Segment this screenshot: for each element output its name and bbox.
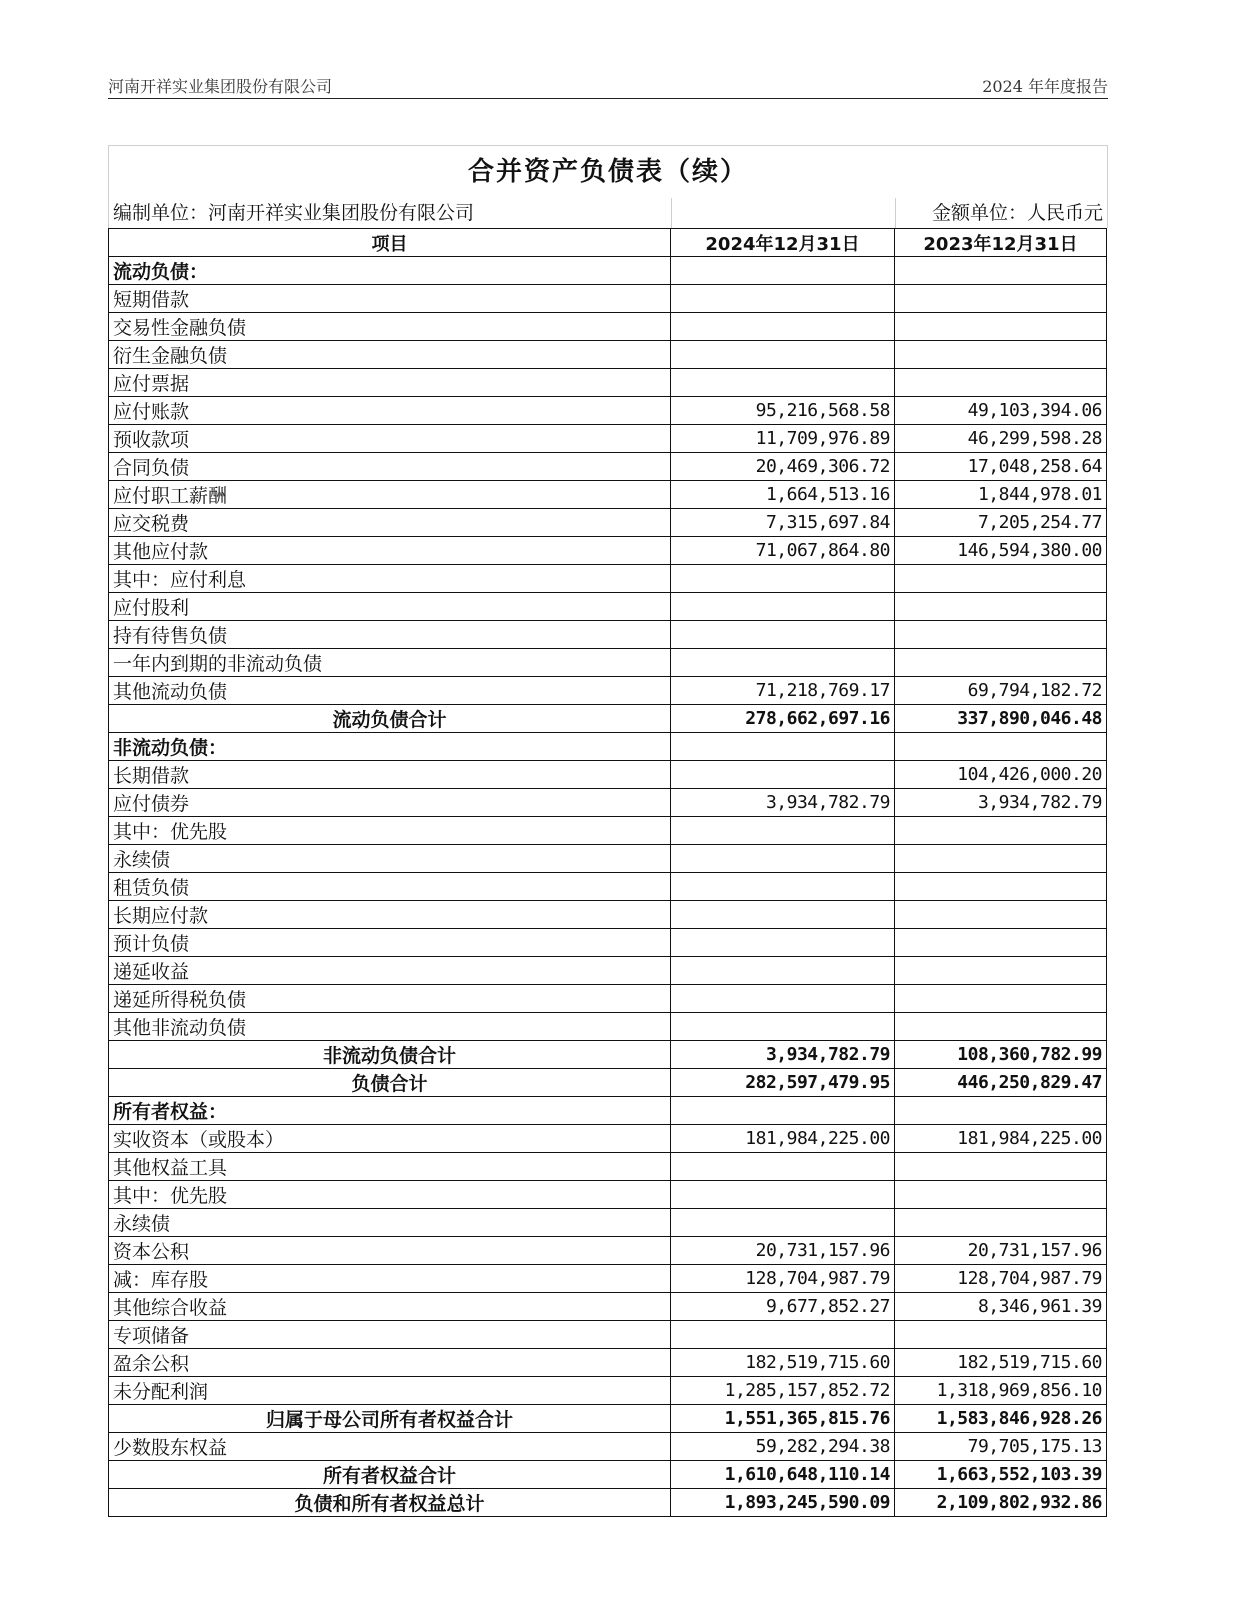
table-row bbox=[109, 1321, 1107, 1349]
value-2024: 59,282,294.38 bbox=[671, 1433, 895, 1461]
value-2024: 11,709,976.89 bbox=[671, 425, 895, 453]
value-2024 bbox=[671, 957, 895, 985]
value-2023: 20,731,157.96 bbox=[895, 1237, 1107, 1265]
value-2024 bbox=[671, 565, 895, 593]
value-2023: 17,048,258.64 bbox=[895, 453, 1107, 481]
section-row bbox=[109, 257, 1107, 285]
value-2023 bbox=[895, 593, 1107, 621]
table-row bbox=[109, 509, 1107, 537]
value-2024 bbox=[671, 257, 895, 285]
value-2023 bbox=[895, 565, 1107, 593]
table-row bbox=[109, 985, 1107, 1013]
table-row bbox=[109, 1433, 1107, 1461]
section-row bbox=[109, 733, 1107, 761]
value-2024 bbox=[671, 733, 895, 761]
table-row bbox=[109, 789, 1107, 817]
value-2023 bbox=[895, 341, 1107, 369]
row-label: 流动负债： bbox=[109, 257, 671, 285]
table-row bbox=[109, 593, 1107, 621]
subtotal-row bbox=[109, 1041, 1107, 1069]
value-2023 bbox=[895, 985, 1107, 1013]
table-row bbox=[109, 1181, 1107, 1209]
value-2023: 7,205,254.77 bbox=[895, 509, 1107, 537]
row-label: 未分配利润 bbox=[109, 1377, 671, 1405]
value-2024 bbox=[671, 873, 895, 901]
value-2023: 128,704,987.79 bbox=[895, 1265, 1107, 1293]
column-header-2023: 2023年12月31日 bbox=[895, 229, 1107, 257]
row-label: 短期借款 bbox=[109, 285, 671, 313]
value-2023: 182,519,715.60 bbox=[895, 1349, 1107, 1377]
value-2023: 1,318,969,856.10 bbox=[895, 1377, 1107, 1405]
table-row bbox=[109, 453, 1107, 481]
value-2024 bbox=[671, 369, 895, 397]
value-2024: 7,315,697.84 bbox=[671, 509, 895, 537]
value-2024: 3,934,782.79 bbox=[671, 1041, 895, 1069]
value-2023: 69,794,182.72 bbox=[895, 677, 1107, 705]
table-row bbox=[109, 1013, 1107, 1041]
table-row bbox=[109, 621, 1107, 649]
table-header-row bbox=[109, 229, 1107, 257]
row-label: 负债和所有者权益总计 bbox=[109, 1489, 671, 1517]
value-2024: 71,218,769.17 bbox=[671, 677, 895, 705]
row-label: 所有者权益： bbox=[109, 1097, 671, 1125]
row-label: 一年内到期的非流动负债 bbox=[109, 649, 671, 677]
table-body bbox=[109, 257, 1107, 1517]
value-2024 bbox=[671, 285, 895, 313]
table-row bbox=[109, 1237, 1107, 1265]
value-2023 bbox=[895, 817, 1107, 845]
company-name: 河南开祥实业集团股份有限公司 bbox=[108, 77, 333, 96]
row-label: 长期应付款 bbox=[109, 901, 671, 929]
table-row bbox=[109, 901, 1107, 929]
value-2024: 3,934,782.79 bbox=[671, 789, 895, 817]
report-name: 2024 年年度报告 bbox=[982, 77, 1108, 96]
value-2024: 71,067,864.80 bbox=[671, 537, 895, 565]
table-row bbox=[109, 845, 1107, 873]
value-2024 bbox=[671, 985, 895, 1013]
table-row bbox=[109, 313, 1107, 341]
value-2024 bbox=[671, 649, 895, 677]
column-header-item: 项目 bbox=[109, 229, 671, 257]
table-row bbox=[109, 817, 1107, 845]
value-2024: 1,551,365,815.76 bbox=[671, 1405, 895, 1433]
table-row bbox=[109, 285, 1107, 313]
row-label: 递延所得税负债 bbox=[109, 985, 671, 1013]
row-label: 其他应付款 bbox=[109, 537, 671, 565]
row-label: 应付股利 bbox=[109, 593, 671, 621]
row-label: 持有待售负债 bbox=[109, 621, 671, 649]
row-label: 交易性金融负债 bbox=[109, 313, 671, 341]
row-label: 衍生金融负债 bbox=[109, 341, 671, 369]
value-2024: 1,893,245,590.09 bbox=[671, 1489, 895, 1517]
value-2023 bbox=[895, 957, 1107, 985]
value-2024: 95,216,568.58 bbox=[671, 397, 895, 425]
table-row bbox=[109, 1349, 1107, 1377]
subtotal-row bbox=[109, 705, 1107, 733]
value-2024: 1,610,648,110.14 bbox=[671, 1461, 895, 1489]
value-2023: 1,663,552,103.39 bbox=[895, 1461, 1107, 1489]
row-label: 专项储备 bbox=[109, 1321, 671, 1349]
value-2023: 3,934,782.79 bbox=[895, 789, 1107, 817]
value-2024 bbox=[671, 1181, 895, 1209]
table-row bbox=[109, 677, 1107, 705]
section-row bbox=[109, 1097, 1107, 1125]
row-label: 归属于母公司所有者权益合计 bbox=[109, 1405, 671, 1433]
value-2023: 146,594,380.00 bbox=[895, 537, 1107, 565]
table-row bbox=[109, 341, 1107, 369]
value-2023: 446,250,829.47 bbox=[895, 1069, 1107, 1097]
column-header-2024: 2024年12月31日 bbox=[671, 229, 895, 257]
liabilities-equity-table bbox=[108, 228, 1107, 1517]
table-row bbox=[109, 425, 1107, 453]
value-2024 bbox=[671, 1013, 895, 1041]
value-2023 bbox=[895, 1181, 1107, 1209]
table-row bbox=[109, 1209, 1107, 1237]
row-label: 其中：应付利息 bbox=[109, 565, 671, 593]
value-2024: 282,597,479.95 bbox=[671, 1069, 895, 1097]
currency-unit: 金额单位：人民币元 bbox=[931, 202, 1103, 224]
value-2024: 20,469,306.72 bbox=[671, 453, 895, 481]
value-2024: 1,285,157,852.72 bbox=[671, 1377, 895, 1405]
value-2023: 1,583,846,928.26 bbox=[895, 1405, 1107, 1433]
row-label: 租赁负债 bbox=[109, 873, 671, 901]
row-label: 其他综合收益 bbox=[109, 1293, 671, 1321]
value-2023: 108,360,782.99 bbox=[895, 1041, 1107, 1069]
value-2023: 79,705,175.13 bbox=[895, 1433, 1107, 1461]
value-2023 bbox=[895, 621, 1107, 649]
row-label: 应交税费 bbox=[109, 509, 671, 537]
value-2024 bbox=[671, 621, 895, 649]
row-label: 其中：优先股 bbox=[109, 1181, 671, 1209]
value-2023: 104,426,000.20 bbox=[895, 761, 1107, 789]
value-2024 bbox=[671, 341, 895, 369]
value-2024 bbox=[671, 1097, 895, 1125]
value-2023 bbox=[895, 845, 1107, 873]
value-2024 bbox=[671, 901, 895, 929]
value-2024: 181,984,225.00 bbox=[671, 1125, 895, 1153]
value-2023: 2,109,802,932.86 bbox=[895, 1489, 1107, 1517]
value-2023 bbox=[895, 929, 1107, 957]
row-label: 其他非流动负债 bbox=[109, 1013, 671, 1041]
value-2024 bbox=[671, 761, 895, 789]
value-2024: 182,519,715.60 bbox=[671, 1349, 895, 1377]
page-header bbox=[108, 72, 1108, 99]
row-label: 预计负债 bbox=[109, 929, 671, 957]
value-2024 bbox=[671, 1321, 895, 1349]
value-2023 bbox=[895, 1153, 1107, 1181]
value-2023 bbox=[895, 369, 1107, 397]
subtotal-row bbox=[109, 1405, 1107, 1433]
value-2023 bbox=[895, 649, 1107, 677]
preparing-unit: 编制单位：河南开祥实业集团股份有限公司 bbox=[113, 202, 475, 224]
value-2024 bbox=[671, 929, 895, 957]
value-2023 bbox=[895, 1321, 1107, 1349]
row-label: 非流动负债合计 bbox=[109, 1041, 671, 1069]
row-label: 应付票据 bbox=[109, 369, 671, 397]
value-2023 bbox=[895, 257, 1107, 285]
value-2024 bbox=[671, 593, 895, 621]
row-label: 减：库存股 bbox=[109, 1265, 671, 1293]
value-2023: 1,844,978.01 bbox=[895, 481, 1107, 509]
row-label: 非流动负债： bbox=[109, 733, 671, 761]
value-2023 bbox=[895, 313, 1107, 341]
value-2023 bbox=[895, 285, 1107, 313]
value-2024 bbox=[671, 313, 895, 341]
value-2023 bbox=[895, 1013, 1107, 1041]
sheet-title: 合并资产负债表（续） bbox=[108, 145, 1108, 198]
value-2024: 1,664,513.16 bbox=[671, 481, 895, 509]
row-label: 永续债 bbox=[109, 845, 671, 873]
row-label: 少数股东权益 bbox=[109, 1433, 671, 1461]
row-label: 递延收益 bbox=[109, 957, 671, 985]
table-row bbox=[109, 761, 1107, 789]
meta-divider bbox=[671, 198, 672, 228]
row-label: 应付账款 bbox=[109, 397, 671, 425]
row-label: 资本公积 bbox=[109, 1237, 671, 1265]
table-row bbox=[109, 1125, 1107, 1153]
value-2024: 128,704,987.79 bbox=[671, 1265, 895, 1293]
value-2023: 337,890,046.48 bbox=[895, 705, 1107, 733]
value-2023: 181,984,225.00 bbox=[895, 1125, 1107, 1153]
value-2024: 278,662,697.16 bbox=[671, 705, 895, 733]
value-2023: 8,346,961.39 bbox=[895, 1293, 1107, 1321]
row-label: 其他流动负债 bbox=[109, 677, 671, 705]
value-2023: 46,299,598.28 bbox=[895, 425, 1107, 453]
row-label: 合同负债 bbox=[109, 453, 671, 481]
value-2024 bbox=[671, 1209, 895, 1237]
table-row bbox=[109, 1153, 1107, 1181]
value-2024 bbox=[671, 1153, 895, 1181]
balance-sheet bbox=[108, 145, 1108, 1517]
row-label: 所有者权益合计 bbox=[109, 1461, 671, 1489]
value-2024: 9,677,852.27 bbox=[671, 1293, 895, 1321]
row-label: 长期借款 bbox=[109, 761, 671, 789]
sheet-meta-row bbox=[108, 198, 1108, 228]
row-label: 永续债 bbox=[109, 1209, 671, 1237]
table-row bbox=[109, 649, 1107, 677]
subtotal-row bbox=[109, 1489, 1107, 1517]
table-row bbox=[109, 873, 1107, 901]
table-row bbox=[109, 1377, 1107, 1405]
row-label: 负债合计 bbox=[109, 1069, 671, 1097]
table-row bbox=[109, 1293, 1107, 1321]
table-row bbox=[109, 1265, 1107, 1293]
value-2024 bbox=[671, 817, 895, 845]
row-label: 应付债券 bbox=[109, 789, 671, 817]
subtotal-row bbox=[109, 1461, 1107, 1489]
meta-divider bbox=[895, 198, 896, 228]
table-row bbox=[109, 565, 1107, 593]
value-2023 bbox=[895, 901, 1107, 929]
value-2023 bbox=[895, 1209, 1107, 1237]
row-label: 实收资本（或股本） bbox=[109, 1125, 671, 1153]
subtotal-row bbox=[109, 1069, 1107, 1097]
table-row bbox=[109, 397, 1107, 425]
value-2024 bbox=[671, 845, 895, 873]
table-row bbox=[109, 957, 1107, 985]
row-label: 流动负债合计 bbox=[109, 705, 671, 733]
value-2024: 20,731,157.96 bbox=[671, 1237, 895, 1265]
table-row bbox=[109, 481, 1107, 509]
value-2023 bbox=[895, 1097, 1107, 1125]
row-label: 盈余公积 bbox=[109, 1349, 671, 1377]
value-2023: 49,103,394.06 bbox=[895, 397, 1107, 425]
row-label: 应付职工薪酬 bbox=[109, 481, 671, 509]
value-2023 bbox=[895, 733, 1107, 761]
row-label: 其中：优先股 bbox=[109, 817, 671, 845]
table-row bbox=[109, 537, 1107, 565]
table-row bbox=[109, 929, 1107, 957]
row-label: 预收款项 bbox=[109, 425, 671, 453]
value-2023 bbox=[895, 873, 1107, 901]
row-label: 其他权益工具 bbox=[109, 1153, 671, 1181]
table-row bbox=[109, 369, 1107, 397]
